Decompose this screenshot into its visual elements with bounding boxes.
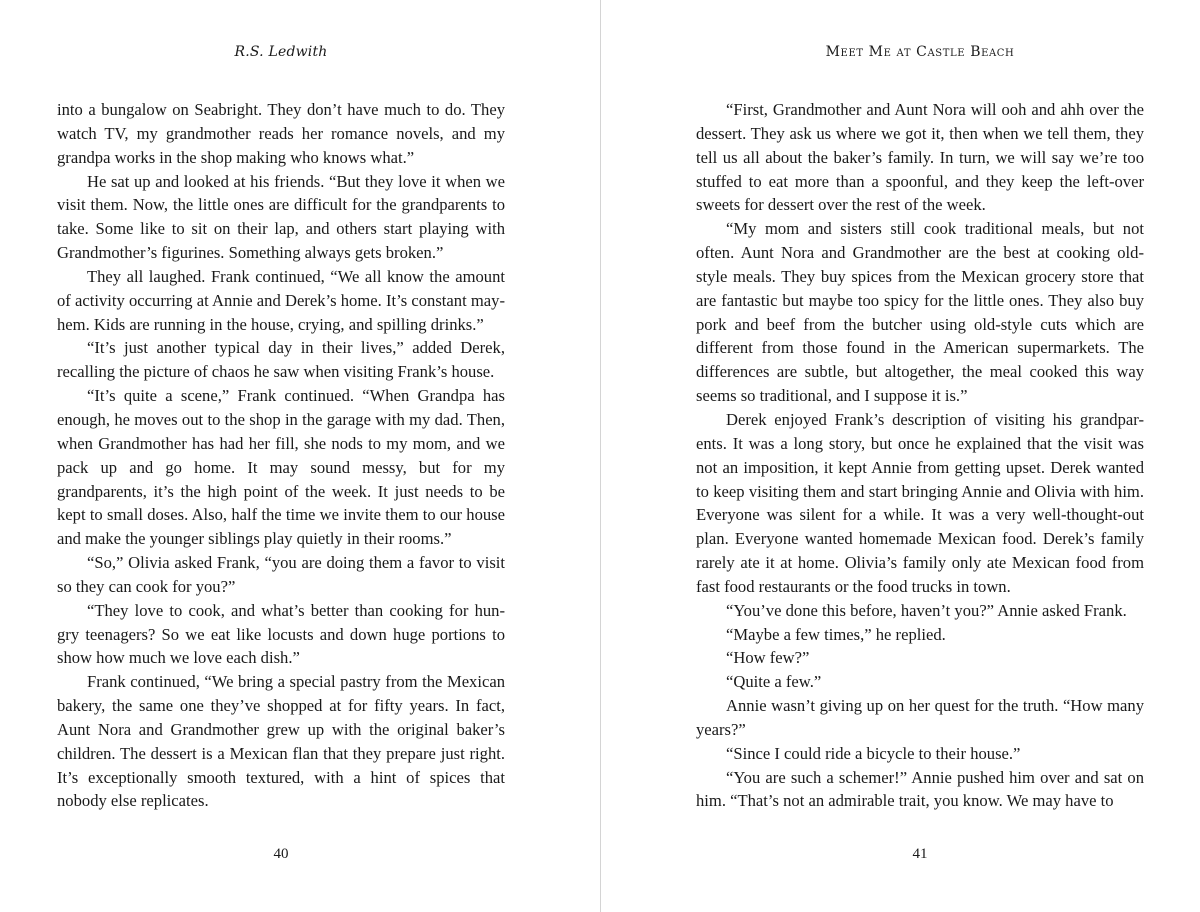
paragraph: “Maybe a few times,” he replied. [726, 624, 946, 644]
paragraph: “You’ve done this before, haven’t you?” Annie asked Frank. [726, 600, 1127, 620]
left-running-header: R.S. Ledwith [234, 44, 328, 60]
left-page-number: 40 [273, 846, 289, 862]
paragraph: “It’s quite a scene,” Frank continued. “When Grandpa has enough, he moves out to the shop in the garage with my dad. Then, when Grandmother has had her fill, she nods to my mom, and we pack up and go home. It may sound messy, but for my grandparents, it’s the high point of the week. It just needs to be kept to small doses. Also, half the time we invite them to our house and make the younger siblings play quietly in their rooms.” [57, 386, 505, 549]
paragraph: “First, Grandmother and Aunt Nora will ooh and ahh over the dessert. They ask us where we got it, then when we tell them, they tell us all about the baker’s family. In turn, we will say we’re too stuffed to eat more than a spoonful, and they keep the left-over sweets for dessert over the rest of the week. [696, 100, 1144, 215]
paragraph: Annie wasn’t giving up on her quest for the truth. “How many years?” [696, 696, 1144, 739]
paragraph: He sat up and looked at his friends. “But they love it when we visit them. Now, the little ones are difficult for the grandparents to take. Some like to sit on their lap, and others start playing with Grandmother’s figurines. Something always gets broken.” [57, 171, 505, 263]
paragraph: They all laughed. Frank continued, “We all know the amount of activity occurring at Annie and Derek’s home. It’s constant may-hem. Kids are running in the house, crying, and spilling drinks.” [57, 266, 505, 334]
right-running-header: Meet Me at Castle Beach [825, 44, 1015, 60]
paragraph: Derek enjoyed Frank’s description of visiting his grandpar-ents. It was a long story, but once he explained that the visit was not an imposition, it kept Annie from getting upset. Derek wanted to keep visiting them and start bringing Annie and Olivia with him. Everyone was silent for a while. It was a very well-thought-out plan. Everyone wanted homemade Mexican food. Derek’s family rarely ate it at home. Olivia’s family only ate Mexican food from fast food restaurants or the food trucks in town. [696, 409, 1144, 596]
paragraph: “You are such a schemer!” Annie pushed him over and sat on him. “That’s not an admirable trait, you know. We may have to [696, 767, 1144, 811]
paragraph: “How few?” [726, 648, 810, 668]
right-page-body [696, 98, 1144, 813]
right-page-number: 41 [912, 846, 928, 862]
paragraph: “They love to cook, and what’s better than cooking for hun-gry teenagers? So we eat like locusts and down huge portions to show how much we love each dish.” [57, 600, 505, 668]
paragraph: Frank continued, “We bring a special pastry from the Mexican bakery, the same one they’ve shopped at for fifty years. In fact, Aunt Nora and Grandmother grew up with the original baker’s children. The dessert is a Mexican flan that they prepare just right. It’s exceptionally smooth textured, with a hint of spices that nobody else replicates. [57, 672, 505, 811]
paragraph: into a bungalow on Seabright. They don’t have much to do. They watch TV, my grandmother reads her romance novels, and my grandpa works in the shop making who knows what.” [57, 100, 505, 167]
paragraph: “Quite a few.” [726, 672, 822, 692]
right-page [600, 0, 1200, 912]
paragraph: “So,” Olivia asked Frank, “you are doing them a favor to visit so they can cook for you?” [57, 553, 505, 596]
paragraph: “It’s just another typical day in their lives,” added Derek, recalling the picture of chaos he saw when visiting Frank’s house. [57, 338, 505, 382]
paragraph: “My mom and sisters still cook traditional meals, but not often. Aunt Nora and Grandmother are the best at cooking old-style meals. They buy spices from the Mexican grocery store that are fantastic but maybe too spicy for the little ones. They also buy pork and beef from the butcher using old-style cuts which are different from those found in the American supermarkets. The differences are subtle, but altogether, the meal cooked this way seems so traditional, and I suppose it is.” [696, 219, 1144, 406]
left-page-body [57, 98, 505, 813]
paragraph: “Since I could ride a bicycle to their house.” [726, 743, 1021, 763]
